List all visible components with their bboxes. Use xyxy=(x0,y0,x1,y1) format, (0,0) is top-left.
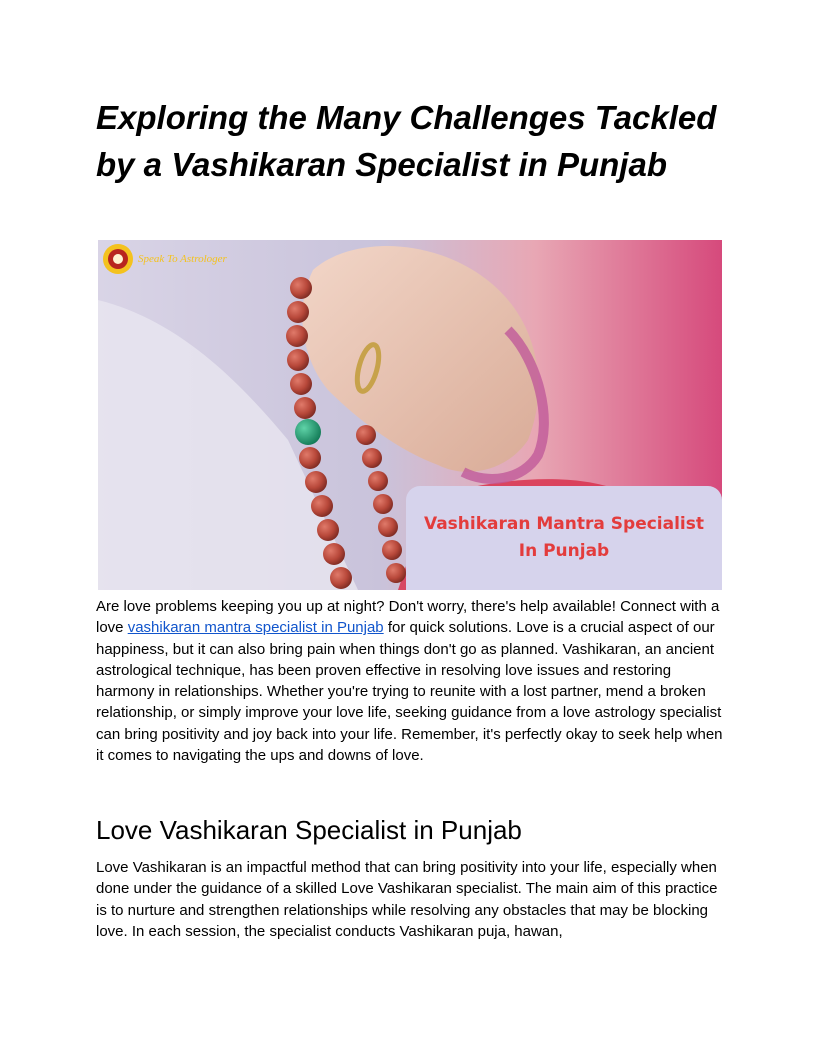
page-title: Exploring the Many Challenges Tackled by a Vashikaran Specialist in Punjab xyxy=(96,99,717,183)
specialist-link[interactable]: vashikaran mantra specialist in Punjab xyxy=(127,619,384,637)
logo-text: Speak To Astrologer xyxy=(138,253,227,265)
hero-image xyxy=(98,240,722,590)
intro-paragraph xyxy=(96,596,724,766)
caption-line-2: In Punjab xyxy=(518,541,610,561)
intro-text-end: for quick solutions. Love is a crucial aspect of our happiness, but it can also bring pain when things don't go as planned. Vashikaran, an ancient astrological technique, has been proven effective in resolving love issues and restoring harmony in relationships. Whether you're trying to reunite with a lost partner, mend a broken relationship, or simply improve your love life, seeking guidance from a love astrology specialist can bring positivity and joy back into your life. Remember, it's perfectly okay to seek help when it comes to navigating the ups and downs of love. xyxy=(96,619,723,765)
section-paragraph: Love Vashikaran is an impactful method that can bring positivity into your life, especially when done under the guidance of a skilled Love Vashikaran specialist. The main aim of this practice is to nurture and strengthen relationships while resolving any obstacles that may be blocking love. In each session, the specialist conducts Vashikaran puja, hawan, xyxy=(96,859,718,940)
caption-line-1: Vashikaran Mantra Specialist xyxy=(423,514,705,534)
section-heading: Love Vashikaran Specialist in Punjab xyxy=(96,815,522,845)
intro-text-start: Are love problems keeping you up at night? Don't worry, there's help available! Connect with a love xyxy=(96,598,720,637)
